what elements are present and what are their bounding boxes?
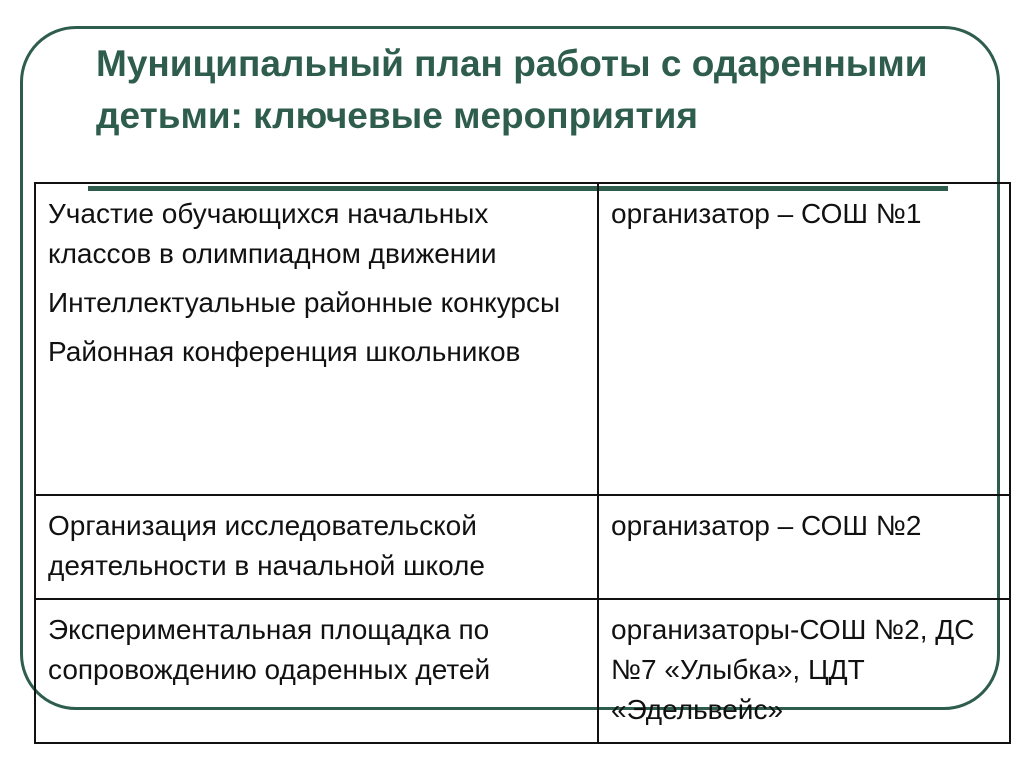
activity-text: Организация исследовательской деятельности в начальной школе: [48, 510, 485, 581]
plan-table: [34, 182, 1011, 744]
table-row: [35, 495, 1010, 599]
slide-title: Муниципальный план работы с одаренными детьми: ключевые мероприятия: [96, 43, 928, 136]
activity-cell: [35, 183, 598, 495]
activity-text: Экспериментальная площадка по сопровождению одаренных детей: [48, 614, 491, 685]
activity-cell: [35, 599, 598, 743]
activity-text: Районная конференция школьников: [48, 336, 521, 367]
table-row: [35, 183, 1010, 495]
organizer-cell: [598, 599, 1010, 743]
activity-cell: [35, 495, 598, 599]
organizer-text: организаторы-СОШ №2, ДС №7 «Улыбка», ЦДТ «Эдельвейс»: [611, 614, 975, 725]
organizer-text: организатор – СОШ №2: [611, 510, 922, 541]
activity-text: Участие обучающихся начальных классов в олимпиадном движении: [48, 198, 497, 269]
organizer-cell: [598, 183, 1010, 495]
table-row: [35, 599, 1010, 743]
organizer-cell: [598, 495, 1010, 599]
organizer-text: организатор – СОШ №1: [611, 198, 922, 229]
activity-text: Интеллектуальные районные конкурсы: [48, 287, 561, 318]
